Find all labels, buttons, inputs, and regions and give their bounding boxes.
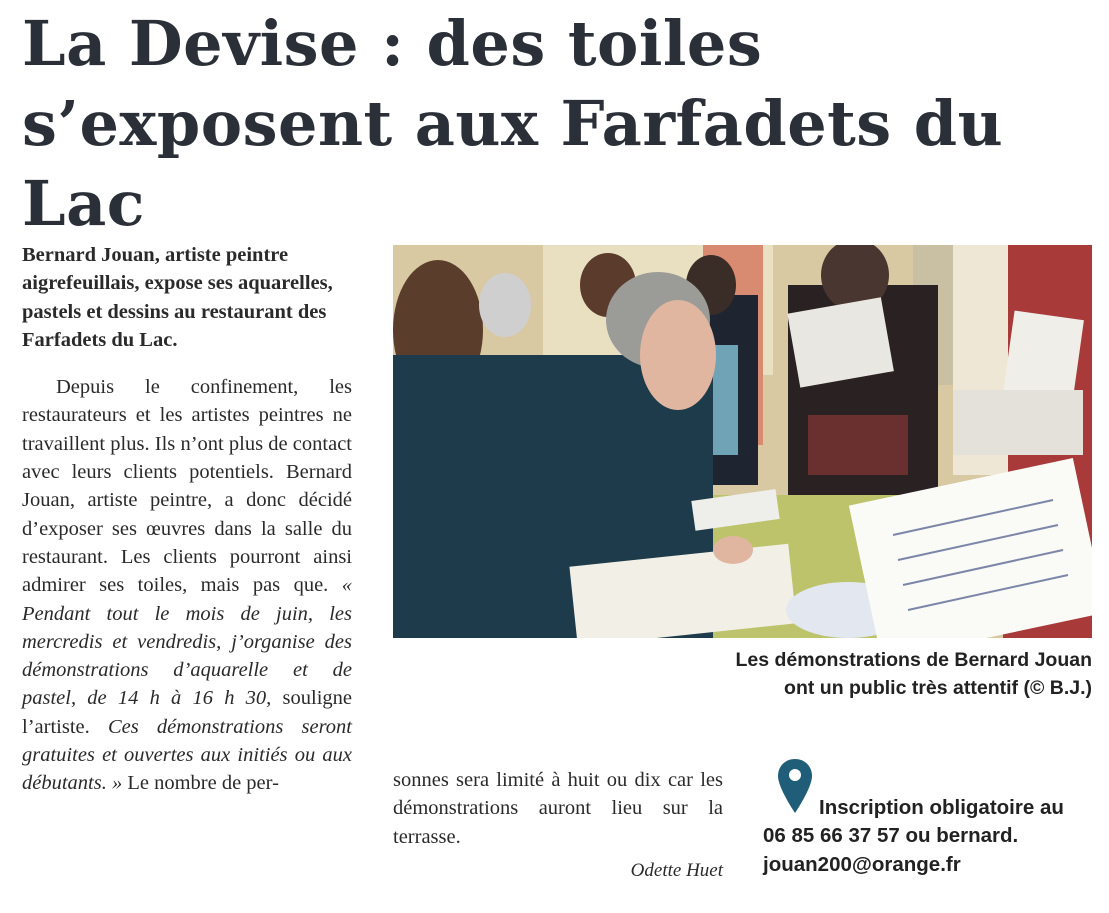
registration-info-box bbox=[763, 758, 1098, 888]
article-author: Odette Huet bbox=[630, 859, 723, 881]
article-column-2 bbox=[393, 766, 723, 885]
registration-info-line-1: Inscription obligatoire au bbox=[819, 796, 1064, 819]
body-text-continued-column: sonnes sera limité à huit ou dix car les démonstrations auront lieu sur la terrasse. bbox=[393, 769, 723, 848]
article-lede: Bernard Jouan, artiste peintre aigrefeuillais, expose ses aquarelles, pastels et dessins au restaurant des Farfadets du Lac. bbox=[22, 244, 333, 351]
quote-attribution: souligne l’artiste. bbox=[22, 687, 352, 738]
registration-email-line: jouan200@orange.fr bbox=[763, 852, 961, 876]
registration-phone-line: 06 85 66 37 57 ou bernard. bbox=[763, 824, 1019, 847]
article-body-paragraph bbox=[22, 373, 352, 797]
article-column-1 bbox=[22, 241, 352, 798]
quote-text: « Pendant tout le mois de juin, les mercredis et vendredis, j’organise des démonstrations d’aquarelle et de pastel, de 14 h à 16 h 30, bbox=[22, 574, 353, 710]
location-pin-icon bbox=[777, 758, 813, 814]
body-text: Depuis le confinement, les restaurateurs et les artistes peintres ne travaillent plus. Ils n’ont plus de contact avec leurs clients potentiels. Bernard Jouan, artiste peintre, a donc décidé d’exposer ses œuvres dans la salle du restaurant. Les clients pourront ainsi admirer ses toiles, mais pas que. bbox=[22, 376, 352, 597]
article-photo bbox=[393, 245, 1092, 638]
quote-text-continued: Ces démonstrations seront gratuites et ouvertes aux initiés ou aux débutants. » bbox=[22, 715, 353, 795]
photo-caption bbox=[560, 646, 1092, 702]
caption-line-1: Les démonstrations de Bernard Jouan bbox=[735, 649, 1092, 671]
article-headline: La Devise : des toiles s’exposent aux Farfadets du Lac bbox=[22, 7, 1004, 240]
photo-illustration bbox=[393, 245, 1092, 638]
body-text-continued: Le nombre de per- bbox=[127, 772, 279, 795]
caption-line-2: ont un public très attentif (© B.J.) bbox=[784, 677, 1092, 699]
